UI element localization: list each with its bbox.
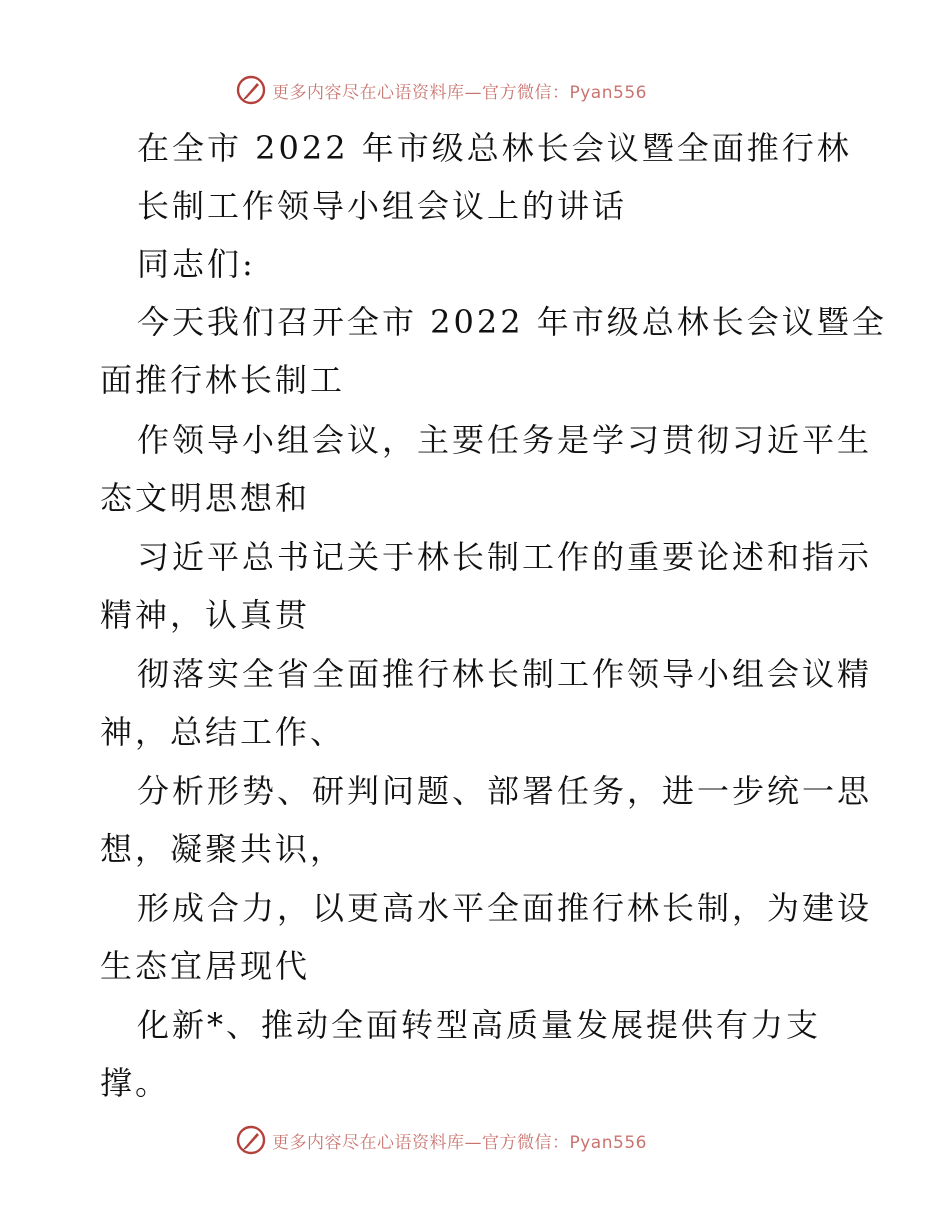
quill-logo-icon <box>236 75 266 105</box>
body-line: 形成合力，以更高水平全面推行林长制，为建设 <box>137 889 873 927</box>
header-watermark <box>236 73 756 107</box>
body-line: 撑。 <box>100 1064 171 1102</box>
body-line: 生态宜居现代 <box>100 947 311 985</box>
document-title-line-1: 在全市 2022 年市级总林长会议暨全面推行林 <box>137 129 852 167</box>
body-line: 化新*、推动全面转型高质量发展提供有力支 <box>137 1006 822 1044</box>
body-line: 今天我们召开全市 2022 年市级总林长会议暨全 <box>137 303 887 341</box>
body-line: 精神，认真贯 <box>100 596 311 634</box>
body-line: 态文明思想和 <box>100 479 311 517</box>
body-line: 习近平总书记关于林长制工作的重要论述和指示 <box>137 538 873 576</box>
body-line: 面推行林长制工 <box>100 361 346 399</box>
salutation: 同志们: <box>137 245 256 283</box>
quill-logo-icon <box>236 1125 266 1155</box>
body-line: 神，总结工作、 <box>100 713 346 751</box>
footer-watermark <box>236 1123 756 1157</box>
watermark-text: 更多内容尽在心语资料库—官方微信：Pyan556 <box>272 1132 647 1153</box>
body-line: 想，凝聚共识， <box>100 830 346 868</box>
watermark-text: 更多内容尽在心语资料库—官方微信：Pyan556 <box>272 82 647 103</box>
body-line: 分析形势、研判问题、部署任务，进一步统一思 <box>137 772 873 810</box>
body-line: 作领导小组会议，主要任务是学习贯彻习近平生 <box>137 421 873 459</box>
document-title-line-2: 长制工作领导小组会议上的讲话 <box>137 187 628 225</box>
body-line: 彻落实全省全面推行林长制工作领导小组会议精 <box>137 655 873 693</box>
